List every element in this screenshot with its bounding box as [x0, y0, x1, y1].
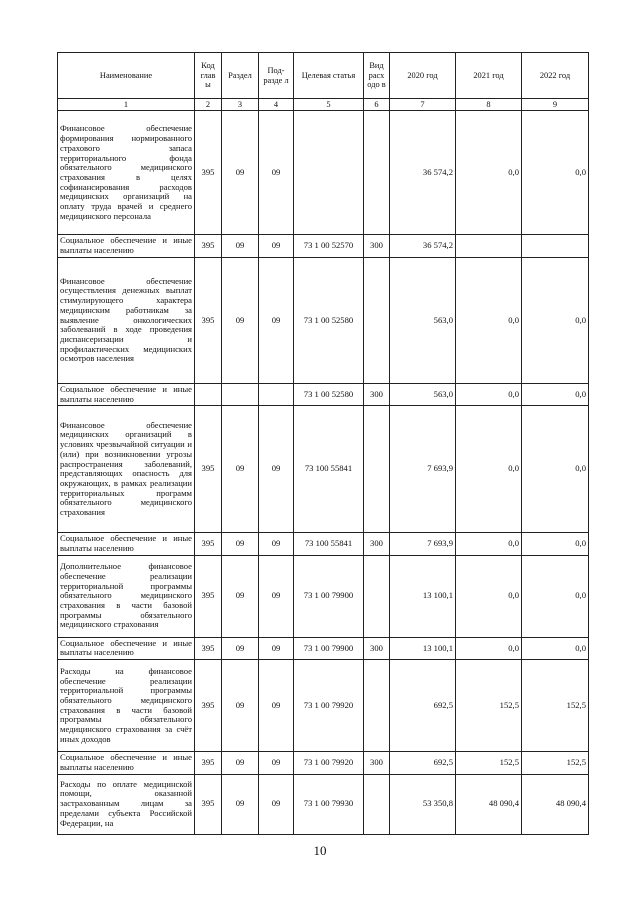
row-2020: 692,5	[390, 660, 456, 752]
row-podrazdel: 09	[259, 111, 294, 235]
row-2020: 36 574,2	[390, 235, 456, 257]
row-vid	[364, 555, 390, 637]
row-2021: 48 090,4	[456, 774, 522, 834]
table-row	[58, 235, 589, 257]
row-razdel: 09	[222, 637, 259, 659]
table-row	[58, 660, 589, 752]
header-celevaya: Целевая статья	[294, 53, 364, 99]
column-number: 3	[222, 99, 259, 111]
row-name: Социальное обеспечение и иные выплаты населению	[58, 752, 195, 774]
column-number: 4	[259, 99, 294, 111]
row-glava: 395	[195, 257, 222, 383]
row-glava: 395	[195, 752, 222, 774]
column-number: 7	[390, 99, 456, 111]
row-2021: 0,0	[456, 257, 522, 383]
row-podrazdel: 09	[259, 257, 294, 383]
table-row	[58, 406, 589, 533]
column-number: 8	[456, 99, 522, 111]
column-number: 5	[294, 99, 364, 111]
header-vid: Вид расх одо в	[364, 53, 390, 99]
row-vid: 300	[364, 235, 390, 257]
page-number: 10	[313, 843, 327, 858]
row-podrazdel: 09	[259, 774, 294, 834]
row-celevaya: 73 1 00 79930	[294, 774, 364, 834]
row-glava: 395	[195, 406, 222, 533]
row-2020: 53 350,8	[390, 774, 456, 834]
header-razdel: Раздел	[222, 53, 259, 99]
header-2020: 2020 год	[390, 53, 456, 99]
row-glava: 395	[195, 111, 222, 235]
row-glava	[195, 383, 222, 405]
table-row	[58, 752, 589, 774]
row-2021: 0,0	[456, 111, 522, 235]
row-razdel: 09	[222, 406, 259, 533]
row-2020: 36 574,2	[390, 111, 456, 235]
table-row	[58, 533, 589, 555]
row-2020: 692,5	[390, 752, 456, 774]
row-celevaya: 73 1 00 79920	[294, 660, 364, 752]
row-podrazdel: 09	[259, 555, 294, 637]
row-glava: 395	[195, 774, 222, 834]
table-row	[58, 383, 589, 405]
row-name: Расходы на финансовое обеспечение реализации территориальной программы обязательного медицинского страхования в части базовой программы обязательного медицинского страхования за счёт иных доходов	[58, 660, 195, 752]
row-2022: 0,0	[522, 111, 589, 235]
row-celevaya: 73 1 00 79900	[294, 555, 364, 637]
header-2021: 2021 год	[456, 53, 522, 99]
row-2020: 13 100,1	[390, 637, 456, 659]
table-row	[58, 257, 589, 383]
row-2022: 0,0	[522, 383, 589, 405]
row-razdel: 09	[222, 660, 259, 752]
header-podrazdel: Под-разде л	[259, 53, 294, 99]
row-vid	[364, 406, 390, 533]
row-vid: 300	[364, 637, 390, 659]
column-number: 9	[522, 99, 589, 111]
row-name: Социальное обеспечение и иные выплаты населению	[58, 637, 195, 659]
row-razdel: 09	[222, 257, 259, 383]
row-2022: 48 090,4	[522, 774, 589, 834]
row-podrazdel: 09	[259, 235, 294, 257]
row-glava: 395	[195, 235, 222, 257]
row-vid	[364, 660, 390, 752]
row-glava: 395	[195, 637, 222, 659]
row-2022: 0,0	[522, 637, 589, 659]
row-2022: 0,0	[522, 555, 589, 637]
row-celevaya: 73 1 00 52580	[294, 383, 364, 405]
row-podrazdel: 09	[259, 533, 294, 555]
column-number-row	[58, 99, 589, 111]
row-celevaya: 73 1 00 79900	[294, 637, 364, 659]
row-glava: 395	[195, 533, 222, 555]
row-vid: 300	[364, 533, 390, 555]
row-name: Социальное обеспечение и иные выплаты населению	[58, 533, 195, 555]
row-razdel: 09	[222, 111, 259, 235]
row-2020: 563,0	[390, 257, 456, 383]
row-glava: 395	[195, 555, 222, 637]
row-vid	[364, 257, 390, 383]
row-2020: 7 693,9	[390, 406, 456, 533]
header-row	[58, 53, 589, 99]
row-2022	[522, 235, 589, 257]
table-row	[58, 111, 589, 235]
row-2021	[456, 235, 522, 257]
row-razdel: 09	[222, 533, 259, 555]
row-2021: 152,5	[456, 752, 522, 774]
row-2021: 0,0	[456, 406, 522, 533]
row-razdel: 09	[222, 555, 259, 637]
row-podrazdel: 09	[259, 752, 294, 774]
row-celevaya: 73 1 00 52580	[294, 257, 364, 383]
row-razdel	[222, 383, 259, 405]
row-2021: 0,0	[456, 555, 522, 637]
budget-table	[57, 52, 589, 835]
row-vid: 300	[364, 752, 390, 774]
row-2022: 0,0	[522, 257, 589, 383]
column-number: 1	[58, 99, 195, 111]
row-razdel: 09	[222, 774, 259, 834]
header-name: Наименование	[58, 53, 195, 99]
row-2022: 0,0	[522, 406, 589, 533]
row-2021: 0,0	[456, 533, 522, 555]
row-vid: 300	[364, 383, 390, 405]
row-2022: 152,5	[522, 660, 589, 752]
row-name: Финансовое обеспечение формирования нормированного страхового запаса территориального фонда обязательного медицинского страхования в целях софинансирования расходов медицинских организаций на оплату труда врачей и среднего медицинского персонала	[58, 111, 195, 235]
row-razdel: 09	[222, 752, 259, 774]
table-row	[58, 637, 589, 659]
row-vid	[364, 774, 390, 834]
row-celevaya: 73 100 55841	[294, 406, 364, 533]
row-name: Социальное обеспечение и иные выплаты населению	[58, 235, 195, 257]
row-name: Финансовое обеспечение медицинских организаций в условиях чрезвычайной ситуации и (или) при возникновении угрозы распространения заболеваний, представляющих опасность для окружающих, в рамках реализации территориальных программ обязательного медицинского страхования	[58, 406, 195, 533]
table-row	[58, 774, 589, 834]
table-row	[58, 555, 589, 637]
row-razdel: 09	[222, 235, 259, 257]
column-number: 2	[195, 99, 222, 111]
row-podrazdel: 09	[259, 406, 294, 533]
row-2022: 0,0	[522, 533, 589, 555]
row-celevaya: 73 1 00 52570	[294, 235, 364, 257]
row-celevaya: 73 100 55841	[294, 533, 364, 555]
header-2022: 2022 год	[522, 53, 589, 99]
row-celevaya	[294, 111, 364, 235]
header-glava: Код глав ы	[195, 53, 222, 99]
row-podrazdel: 09	[259, 637, 294, 659]
column-number: 6	[364, 99, 390, 111]
row-2021: 152,5	[456, 660, 522, 752]
row-2021: 0,0	[456, 637, 522, 659]
row-celevaya: 73 1 00 79920	[294, 752, 364, 774]
row-name: Социальное обеспечение и иные выплаты населению	[58, 383, 195, 405]
row-2022: 152,5	[522, 752, 589, 774]
row-2020: 563,0	[390, 383, 456, 405]
row-2021: 0,0	[456, 383, 522, 405]
row-glava: 395	[195, 660, 222, 752]
row-vid	[364, 111, 390, 235]
row-2020: 7 693,9	[390, 533, 456, 555]
row-podrazdel	[259, 383, 294, 405]
row-name: Дополнительное финансовое обеспечение реализации территориальной программы обязательного медицинского страхования в части базовой программы обязательного медицинского страхования	[58, 555, 195, 637]
row-name: Расходы по оплате медицинской помощи, оказанной застрахованным лицам за пределами субъекта Российской Федерации, на	[58, 774, 195, 834]
row-2020: 13 100,1	[390, 555, 456, 637]
row-podrazdel: 09	[259, 660, 294, 752]
row-name: Финансовое обеспечение осуществления денежных выплат стимулирующего характера медицинским работникам за выявление онкологических заболеваний в ходе проведения диспансеризации и профилактических медицинских осмотров населения	[58, 257, 195, 383]
